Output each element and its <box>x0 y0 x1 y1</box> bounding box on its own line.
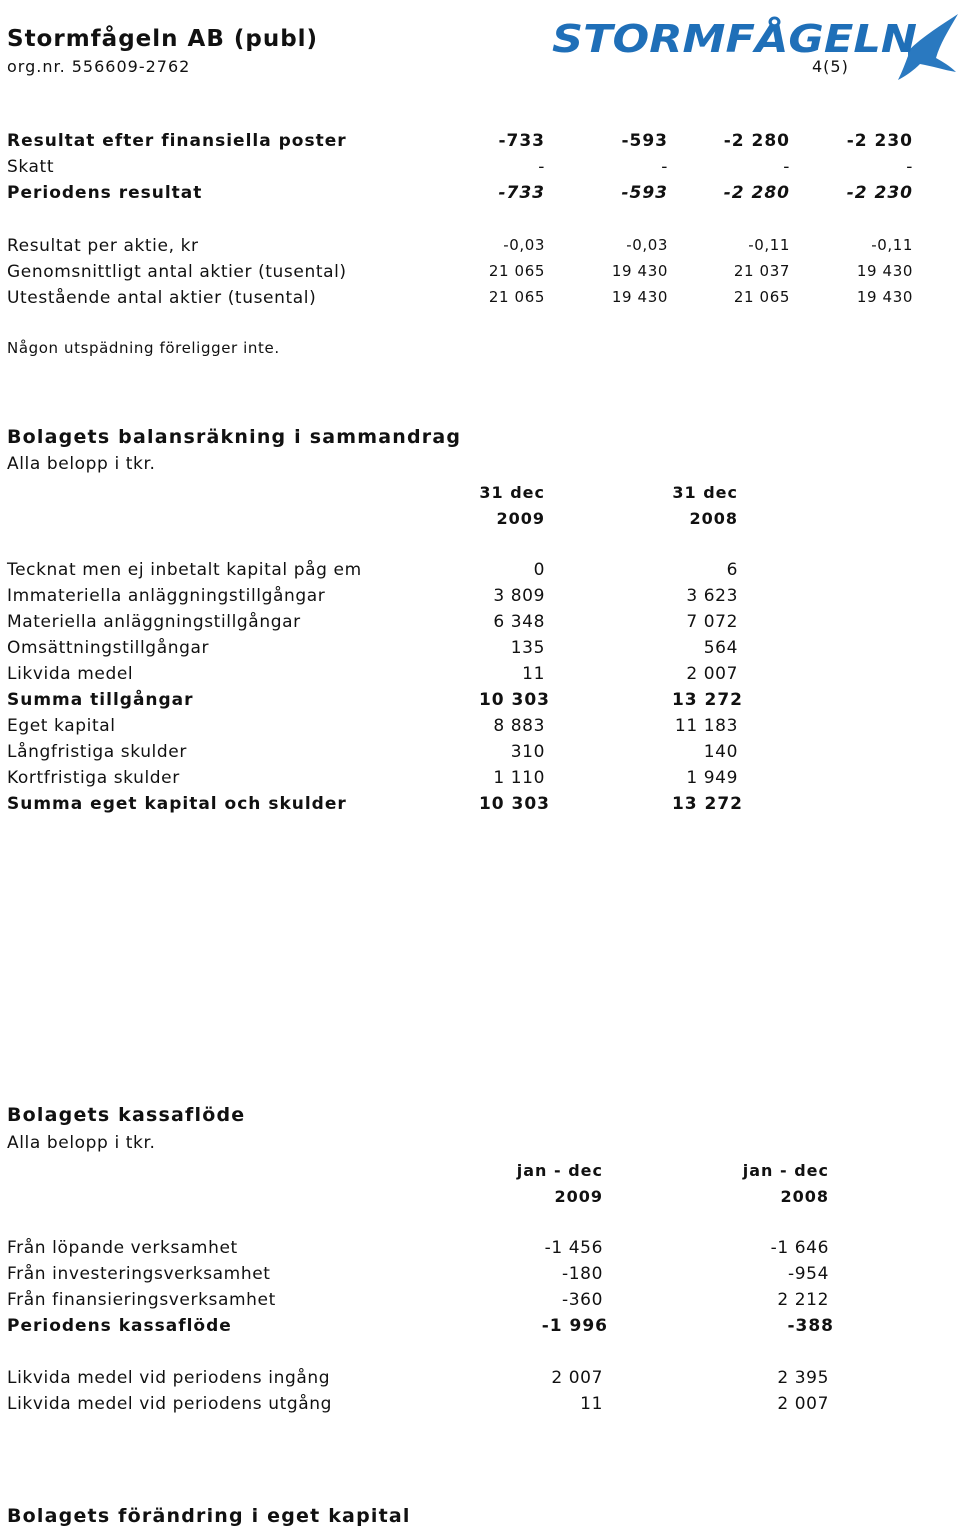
value-cell: 6 348 <box>493 612 545 632</box>
value-cell: -1 646 <box>770 1238 829 1258</box>
value-cell: -2 280 <box>723 183 790 203</box>
cashflow-col2-period: jan - dec <box>742 1161 829 1180</box>
value-cell: -733 <box>498 183 545 203</box>
value-cell: 2 007 <box>686 664 738 684</box>
value-cell: -954 <box>788 1264 829 1284</box>
value-cell: -360 <box>562 1290 603 1310</box>
row-label: Genomsnittligt antal aktier (tusental) <box>7 262 347 282</box>
value-cell: -1 456 <box>544 1238 603 1258</box>
cashflow-col1-period: jan - dec <box>516 1161 603 1180</box>
row-label: Långfristiga skulder <box>7 742 187 762</box>
row-label: Skatt <box>7 157 55 177</box>
value-cell: 21 065 <box>488 262 545 280</box>
cashflow-col1-year: 2009 <box>554 1187 603 1206</box>
row-label: Periodens resultat <box>7 183 203 203</box>
row-label: Från löpande verksamhet <box>7 1238 238 1258</box>
value-cell: 140 <box>703 742 738 762</box>
value-cell: 2 395 <box>777 1368 829 1388</box>
cashflow-col2-year: 2008 <box>780 1187 829 1206</box>
value-cell: -0,03 <box>503 236 545 254</box>
value-cell: 2 212 <box>777 1290 829 1310</box>
row-label: Kortfristiga skulder <box>7 768 180 788</box>
value-cell: 11 183 <box>674 716 738 736</box>
value-cell: -180 <box>562 1264 603 1284</box>
value-cell: 1 110 <box>493 768 545 788</box>
company-name: Stormfågeln AB (publ) <box>7 26 319 52</box>
value-cell: 21 065 <box>733 288 790 306</box>
org-number: org.nr. 556609-2762 <box>7 57 191 76</box>
logo-text: STORMFÅGELN <box>552 17 917 61</box>
value-cell: - <box>538 157 545 177</box>
value-cell: -0,11 <box>871 236 913 254</box>
value-cell: 10 303 <box>478 794 550 814</box>
value-cell: -0,11 <box>748 236 790 254</box>
value-cell: 19 430 <box>611 262 668 280</box>
row-label: Summa eget kapital och skulder <box>7 794 347 814</box>
row-label: Materiella anläggningstillgångar <box>7 612 301 632</box>
row-label: Från investeringsverksamhet <box>7 1264 271 1284</box>
balance-subtitle: Alla belopp i tkr. <box>7 454 156 474</box>
value-cell: 10 303 <box>478 690 550 710</box>
cashflow-subtitle: Alla belopp i tkr. <box>7 1133 156 1153</box>
value-cell: - <box>783 157 790 177</box>
cashflow-title: Bolagets kassaflöde <box>7 1104 246 1126</box>
row-label: Resultat efter finansiella poster <box>7 131 347 151</box>
dilution-note: Någon utspädning föreligger inte. <box>7 339 280 357</box>
value-cell: 11 <box>522 664 545 684</box>
value-cell: 8 883 <box>493 716 545 736</box>
row-label: Likvida medel <box>7 664 134 684</box>
value-cell: -0,03 <box>626 236 668 254</box>
balance-title: Bolagets balansräkning i sammandrag <box>7 426 462 448</box>
value-cell: -2 280 <box>723 131 790 151</box>
row-label: Eget kapital <box>7 716 116 736</box>
value-cell: 19 430 <box>611 288 668 306</box>
value-cell: 7 072 <box>686 612 738 632</box>
row-label: Likvida medel vid periodens ingång <box>7 1368 331 1388</box>
row-label: Immateriella anläggningstillgångar <box>7 586 326 606</box>
equity-title: Bolagets förändring i eget kapital <box>7 1505 411 1527</box>
value-cell: 2 007 <box>551 1368 603 1388</box>
value-cell: -593 <box>621 131 668 151</box>
balance-col2-year: 2008 <box>689 509 738 528</box>
value-cell: 135 <box>510 638 545 658</box>
value-cell: 19 430 <box>856 262 913 280</box>
value-cell: 1 949 <box>686 768 738 788</box>
value-cell: 310 <box>510 742 545 762</box>
balance-col1-year: 2009 <box>496 509 545 528</box>
value-cell: -2 230 <box>846 131 913 151</box>
value-cell: 21 037 <box>733 262 790 280</box>
value-cell: -2 230 <box>846 183 913 203</box>
value-cell: 11 <box>580 1394 603 1414</box>
row-label: Omsättningstillgångar <box>7 638 210 658</box>
row-label: Periodens kassaflöde <box>7 1316 232 1336</box>
row-label: Resultat per aktie, kr <box>7 236 199 256</box>
row-label: Utestående antal aktier (tusental) <box>7 288 317 308</box>
value-cell: 3 623 <box>686 586 738 606</box>
value-cell: 0 <box>533 560 545 580</box>
row-label: Likvida medel vid periodens utgång <box>7 1394 333 1414</box>
balance-col1-date: 31 dec <box>479 483 545 502</box>
value-cell: 13 272 <box>671 690 743 710</box>
value-cell: -733 <box>498 131 545 151</box>
row-label: Tecknat men ej inbetalt kapital påg em <box>7 560 362 580</box>
value-cell: 21 065 <box>488 288 545 306</box>
value-cell: -1 996 <box>541 1316 608 1336</box>
row-label: Summa tillgångar <box>7 690 194 710</box>
value-cell: 13 272 <box>671 794 743 814</box>
value-cell: 19 430 <box>856 288 913 306</box>
value-cell: 564 <box>703 638 738 658</box>
page-number: 4(5) <box>812 57 849 76</box>
value-cell: 3 809 <box>493 586 545 606</box>
value-cell: - <box>661 157 668 177</box>
stormfageln-logo <box>548 6 960 81</box>
value-cell: - <box>906 157 913 177</box>
value-cell: -388 <box>787 1316 834 1336</box>
balance-col2-date: 31 dec <box>672 483 738 502</box>
value-cell: 2 007 <box>777 1394 829 1414</box>
row-label: Från finansieringsverksamhet <box>7 1290 276 1310</box>
value-cell: 6 <box>726 560 738 580</box>
value-cell: -593 <box>621 183 668 203</box>
